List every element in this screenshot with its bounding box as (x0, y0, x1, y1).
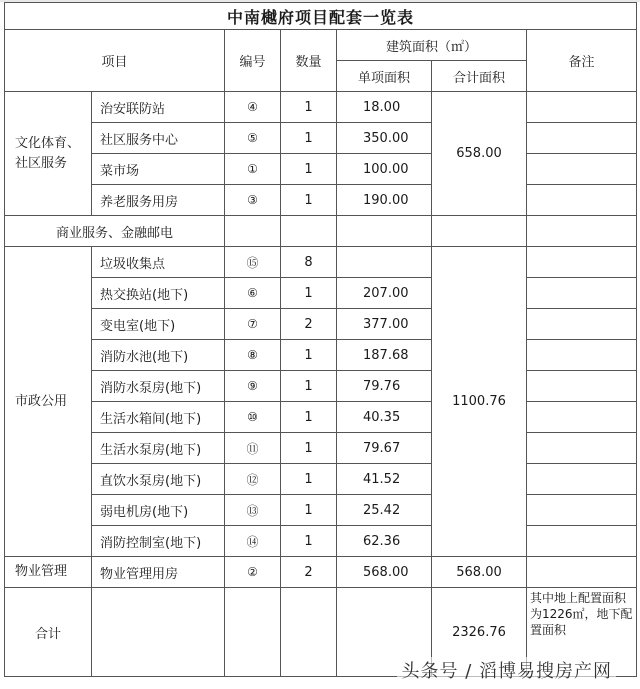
item-remark (527, 309, 637, 340)
table-row (5, 216, 637, 247)
item-count: 1 (281, 526, 337, 557)
item-code: ⑤ (225, 123, 281, 154)
table-row (5, 464, 637, 495)
item-area: 190.00 (337, 185, 432, 216)
table-row (5, 495, 637, 526)
item-remark (527, 278, 637, 309)
item-count: 1 (281, 154, 337, 185)
header-area-group: 建筑面积（㎡） (337, 30, 527, 61)
item-name: 消防控制室(地下) (92, 526, 225, 557)
item-remark (527, 123, 637, 154)
table-row (5, 371, 637, 402)
item-count: 1 (281, 495, 337, 526)
header-item: 项目 (5, 30, 225, 92)
category-municipal-total: 1100.76 (432, 247, 527, 557)
category-property-total: 568.00 (432, 557, 527, 588)
item-remark (527, 526, 637, 557)
item-name: 弱电机房(地下) (92, 495, 225, 526)
item-code: ⑮ (225, 247, 281, 278)
item-count: 1 (281, 340, 337, 371)
table-row (5, 433, 637, 464)
header-remark: 备注 (527, 30, 637, 92)
header-total-area: 合计面积 (432, 61, 527, 92)
item-code: ④ (225, 92, 281, 123)
item-code: ② (225, 557, 281, 588)
item-count: 1 (281, 402, 337, 433)
item-name: 热交换站(地下) (92, 278, 225, 309)
item-remark (527, 557, 637, 588)
item-count: 1 (281, 464, 337, 495)
item-code: ⑪ (225, 433, 281, 464)
table-row (5, 309, 637, 340)
item-area: 377.00 (337, 309, 432, 340)
item-remark (527, 92, 637, 123)
item-code: ⑩ (225, 402, 281, 433)
item-count: 2 (281, 557, 337, 588)
table-row (5, 247, 637, 278)
item-name: 物业管理用房 (92, 557, 225, 588)
category-municipal: 市政公用 (5, 247, 92, 557)
table-title: 中南樾府项目配套一览表 (5, 3, 637, 30)
item-count: 1 (281, 123, 337, 154)
facility-table (4, 2, 637, 677)
item-remark (527, 371, 637, 402)
item-name: 菜市场 (92, 154, 225, 185)
item-code: ⑨ (225, 371, 281, 402)
item-name: 治安联防站 (92, 92, 225, 123)
item-remark (527, 185, 637, 216)
item-remark (527, 402, 637, 433)
item-area: 100.00 (337, 154, 432, 185)
summary-label: 合计 (5, 588, 92, 677)
item-code: ⑫ (225, 464, 281, 495)
item-area: 62.36 (337, 526, 432, 557)
category-culture-total: 658.00 (432, 92, 527, 216)
item-remark (527, 495, 637, 526)
table-row (5, 185, 637, 216)
item-code: ① (225, 154, 281, 185)
item-count: 1 (281, 92, 337, 123)
item-remark (527, 247, 637, 278)
item-area (337, 247, 432, 278)
table-row (5, 526, 637, 557)
header-single-area: 单项面积 (337, 61, 432, 92)
item-code: ⑭ (225, 526, 281, 557)
table-row (5, 154, 637, 185)
item-area: 41.52 (337, 464, 432, 495)
item-count: 1 (281, 185, 337, 216)
item-area: 568.00 (337, 557, 432, 588)
item-count: 1 (281, 371, 337, 402)
item-code: ⑧ (225, 340, 281, 371)
item-name: 生活水箱间(地下) (92, 402, 225, 433)
item-area: 79.76 (337, 371, 432, 402)
watermark: 头条号 / 滔博易搜房产网 (397, 657, 616, 683)
header-count: 数量 (281, 30, 337, 92)
item-name: 直饮水泵房(地下) (92, 464, 225, 495)
item-remark (527, 154, 637, 185)
category-commerce: 商业服务、金融邮电 (5, 216, 225, 247)
item-area: 350.00 (337, 123, 432, 154)
table-row (5, 402, 637, 433)
item-area: 79.67 (337, 433, 432, 464)
item-code: ⑥ (225, 278, 281, 309)
item-name: 变电室(地下) (92, 309, 225, 340)
summary-total: 2326.76 (432, 588, 527, 677)
item-remark (527, 464, 637, 495)
item-count: 1 (281, 278, 337, 309)
item-code: ⑬ (225, 495, 281, 526)
item-name: 社区服务中心 (92, 123, 225, 154)
table-row (5, 340, 637, 371)
item-count: 2 (281, 309, 337, 340)
item-code: ③ (225, 185, 281, 216)
table-row (5, 278, 637, 309)
item-area: 187.68 (337, 340, 432, 371)
item-name: 生活水泵房(地下) (92, 433, 225, 464)
table-row (5, 123, 637, 154)
category-property: 物业管理 (5, 557, 92, 588)
item-count: 8 (281, 247, 337, 278)
item-name: 垃圾收集点 (92, 247, 225, 278)
item-name: 消防水池(地下) (92, 340, 225, 371)
item-name: 养老服务用房 (92, 185, 225, 216)
item-count: 1 (281, 433, 337, 464)
item-area: 18.00 (337, 92, 432, 123)
item-remark (527, 340, 637, 371)
item-area: 40.35 (337, 402, 432, 433)
item-name: 消防水泵房(地下) (92, 371, 225, 402)
table-row (5, 92, 637, 123)
summary-remark: 其中地上配置面积为1226㎡，地下配置面积 (527, 588, 637, 677)
item-remark (527, 433, 637, 464)
item-area: 207.00 (337, 278, 432, 309)
category-culture: 文化体育、社区服务 (5, 92, 92, 216)
table-row (5, 557, 637, 588)
header-code: 编号 (225, 30, 281, 92)
item-code: ⑦ (225, 309, 281, 340)
item-area: 25.42 (337, 495, 432, 526)
